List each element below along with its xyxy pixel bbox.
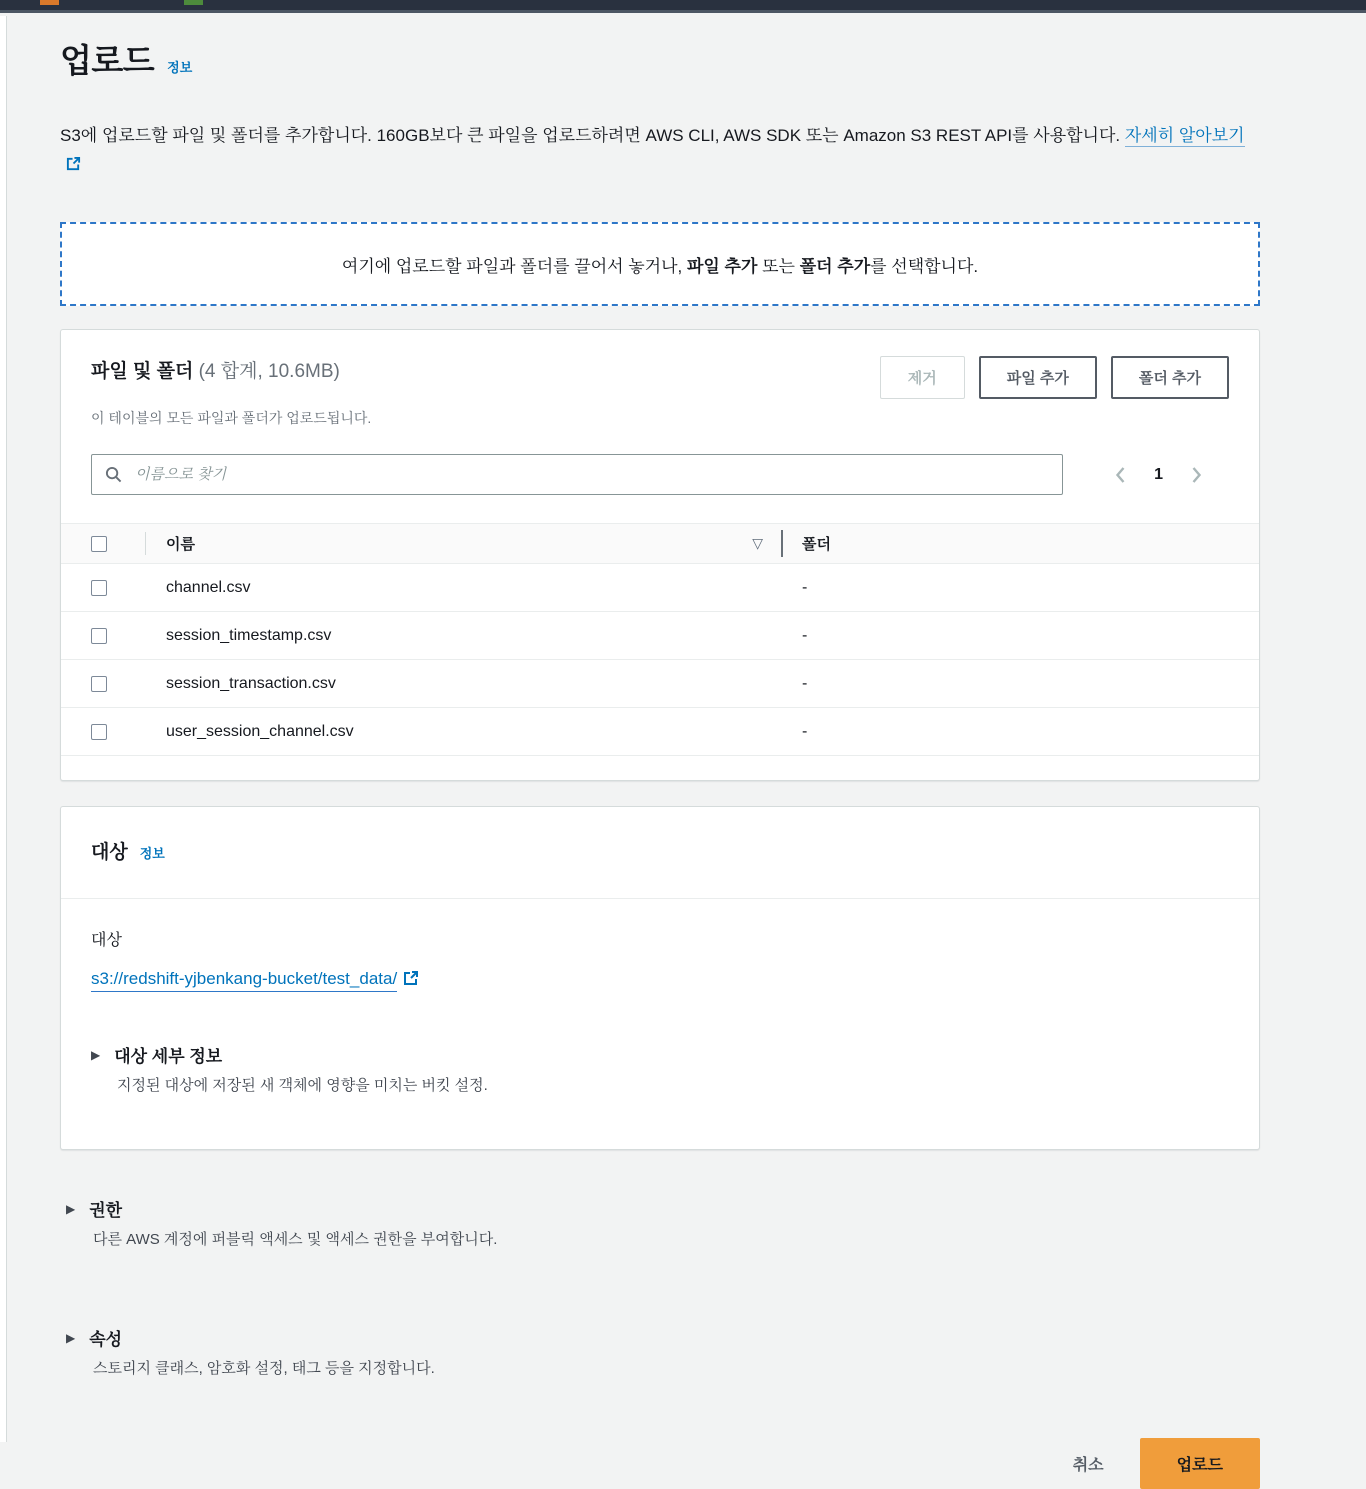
learn-more-link[interactable]: 자세히 알아보기: [1124, 126, 1245, 145]
properties-description: 스토리지 클래스, 암호화 설정, 태그 등을 지정합니다.: [93, 1360, 435, 1377]
table-row: [61, 612, 1259, 660]
destination-s3-uri-link[interactable]: s3://redshift-yjbenkang-bucket/test_data/: [91, 969, 397, 992]
previous-page-button[interactable]: [1114, 466, 1127, 484]
select-all-checkbox[interactable]: [91, 536, 107, 552]
files-table-header: [61, 524, 1259, 564]
footer-actions: [60, 1438, 1260, 1489]
permissions-toggle[interactable]: [66, 1196, 1260, 1221]
drag-drop-zone[interactable]: [60, 222, 1260, 306]
row-checkbox[interactable]: [91, 724, 107, 740]
files-card-title: 파일 및 폴더 (4 합계, 10.6MB): [91, 361, 340, 382]
upload-button[interactable]: 업로드: [1140, 1438, 1260, 1489]
files-card-subtitle: 이 테이블의 모든 파일과 폴더가 업로드됩니다.: [91, 410, 372, 426]
page-description-text: S3에 업로드할 파일 및 폴더를 추가합니다. 160GB보다 큰 파일을 업로드하려면 AWS CLI, AWS SDK 또는 Amazon S3 REST API를 사용합니다.: [60, 126, 1121, 145]
file-folder: -: [802, 578, 808, 596]
column-header-name[interactable]: 이름: [166, 536, 195, 553]
add-folder-button[interactable]: 폴더 추가: [1111, 356, 1229, 399]
external-link-icon: [403, 970, 419, 991]
permissions-description: 다른 AWS 계정에 퍼블릭 액세스 및 액세스 권한을 부여합니다.: [93, 1231, 498, 1248]
expand-arrow-icon: ▶: [66, 1201, 76, 1216]
permissions-title: 권한: [89, 1201, 123, 1220]
page-info-link[interactable]: 정보: [167, 60, 193, 75]
upload-page: [60, 35, 1260, 1489]
row-checkbox[interactable]: [91, 676, 107, 692]
cancel-button[interactable]: 취소: [1073, 1452, 1104, 1475]
row-checkbox[interactable]: [91, 580, 107, 596]
expand-arrow-icon: ▶: [66, 1330, 76, 1345]
permissions-expandable: [66, 1196, 1260, 1249]
external-link-icon: [66, 152, 81, 180]
file-name: user_session_channel.csv: [166, 722, 354, 740]
row-checkbox[interactable]: [91, 628, 107, 644]
column-header-folder[interactable]: 폴더: [802, 536, 831, 553]
expand-arrow-icon: ▶: [91, 1047, 101, 1062]
search-icon: [105, 466, 122, 483]
destination-details-expandable: [91, 1042, 1229, 1095]
add-files-button[interactable]: 파일 추가: [979, 356, 1097, 399]
files-table: [61, 523, 1259, 756]
destination-title: 대상: [91, 842, 128, 863]
file-name: channel.csv: [166, 578, 251, 596]
page-title: 업로드: [60, 42, 155, 79]
drop-zone-text: 여기에 업로드할 파일과 폴더를 끌어서 놓거나, 파일 추가 또는 폴더 추가를 선택합니다.: [341, 256, 979, 276]
topbar-orange-icon[interactable]: [40, 0, 59, 5]
destination-card-header: [61, 807, 1259, 899]
page-header: [60, 35, 1260, 82]
current-page-number[interactable]: 1: [1154, 465, 1163, 483]
properties-toggle[interactable]: [66, 1325, 1260, 1350]
collapsed-side-panel-rail[interactable]: [0, 16, 7, 1442]
file-name: session_transaction.csv: [166, 674, 336, 692]
top-navigation-bar: [0, 0, 1366, 13]
search-box: [91, 454, 1063, 495]
destination-card: [60, 806, 1260, 1150]
table-row: [61, 660, 1259, 708]
files-count-summary: (4 합계, 10.6MB): [198, 361, 340, 382]
pagination: [1114, 466, 1203, 484]
table-row: [61, 708, 1259, 756]
chevron-left-icon: [1114, 472, 1127, 487]
file-folder: -: [802, 722, 808, 740]
file-folder: -: [802, 674, 808, 692]
files-and-folders-card: [60, 329, 1260, 781]
destination-info-link[interactable]: 정보: [139, 846, 165, 861]
destination-details-description: 지정된 대상에 저장된 새 객체에 영향을 미치는 버킷 설정.: [117, 1077, 488, 1094]
properties-expandable: [66, 1325, 1260, 1378]
chevron-right-icon: [1190, 472, 1203, 487]
table-row: [61, 564, 1259, 612]
page-description: [60, 122, 1260, 180]
properties-title: 속성: [89, 1330, 123, 1349]
remove-button[interactable]: 제거: [880, 356, 965, 399]
destination-details-title: 대상 세부 정보: [114, 1047, 223, 1066]
topbar-green-icon[interactable]: [184, 0, 203, 5]
destination-details-toggle[interactable]: [91, 1042, 1229, 1067]
file-name: session_timestamp.csv: [166, 626, 332, 644]
destination-field-label: 대상: [91, 932, 122, 949]
sort-descending-icon[interactable]: ▽: [752, 535, 763, 551]
search-input[interactable]: [133, 465, 1049, 484]
next-page-button[interactable]: [1190, 466, 1203, 484]
file-folder: -: [802, 626, 808, 644]
files-card-actions: [880, 356, 1229, 399]
